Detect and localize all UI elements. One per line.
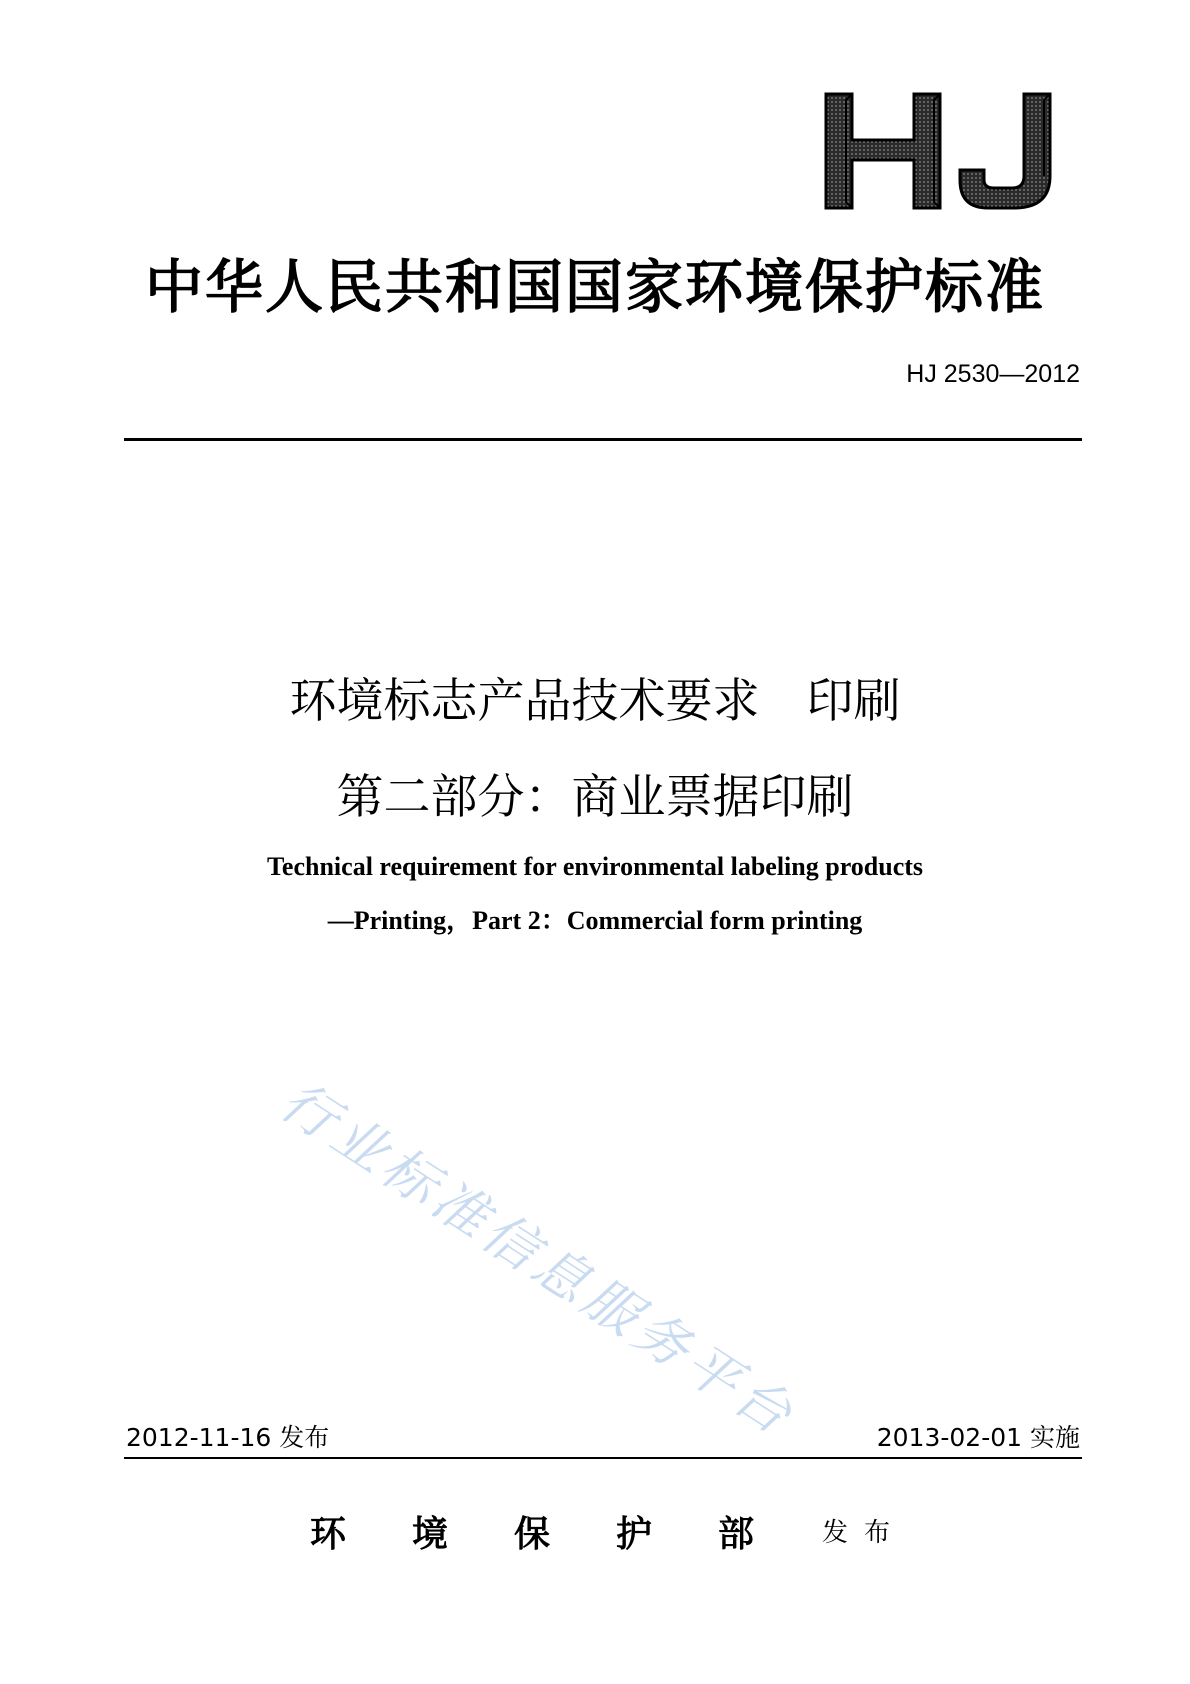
publish-label: 发布 — [822, 1518, 907, 1548]
watermark: 行业标准信息服务平台 — [269, 1069, 808, 1449]
hj-logo — [818, 88, 1058, 212]
logo-letter-h — [826, 94, 940, 208]
publisher: 环境保护部 — [310, 1513, 821, 1555]
standard-number: HJ 2530—2012 — [906, 360, 1080, 388]
org-title: 中华人民共和国国家环境保护标准 — [144, 253, 1045, 321]
issue-date: 2012-11-16 发布 — [126, 1423, 330, 1452]
top-divider — [124, 438, 1082, 441]
title-cn-line1: 环境标志产品技术要求 印刷 — [289, 674, 901, 729]
title-cn-line2: 第二部分：商业票据印刷 — [336, 770, 854, 825]
logo-letter-j — [960, 94, 1050, 208]
implementation-date: 2013-02-01 实施 — [876, 1423, 1080, 1452]
title-en-line2: —Printing，Part 2：Commercial form printing — [327, 906, 863, 935]
bottom-divider — [124, 1457, 1082, 1459]
title-en-line1: Technical requirement for environmental labeling products — [266, 852, 924, 881]
